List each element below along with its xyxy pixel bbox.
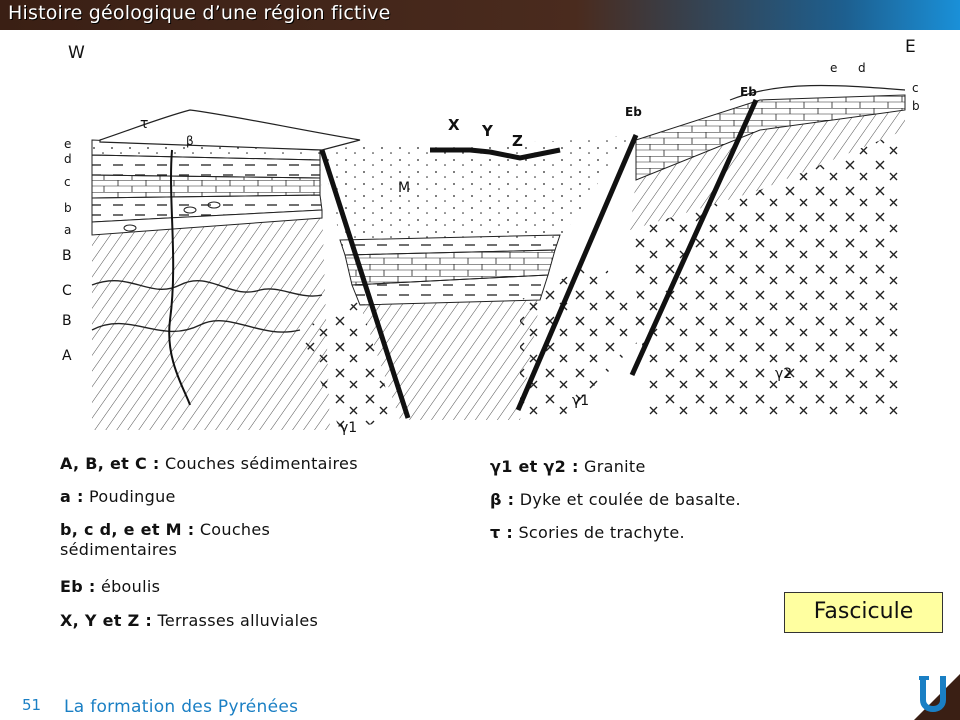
legend-key: X, Y et Z :: [60, 611, 153, 630]
east-label: E: [905, 37, 916, 57]
beta-symbol: β: [186, 134, 194, 148]
legend-item-X-Y-Z: [60, 611, 318, 631]
top-right-d: d: [858, 61, 866, 75]
legend-key: a :: [60, 487, 84, 506]
legend-text: Terrasses alluviales: [152, 611, 319, 630]
left-layer-a: a: [64, 223, 72, 237]
university-logo-icon: [917, 672, 949, 716]
tau-symbol: τ: [140, 116, 149, 132]
legend-item-a: [60, 487, 176, 507]
gamma2-label: γ2: [775, 366, 793, 382]
legend-item-trachyte: [490, 523, 685, 543]
left-layer-b: b: [64, 201, 72, 215]
gamma1-left-label: γ1: [340, 420, 358, 436]
legend-text: Couches sédimentaires: [60, 520, 271, 559]
left-layer-B-lower: B: [62, 313, 72, 329]
eboulis-right-label: Eb: [740, 85, 757, 99]
terrace-x: X: [448, 116, 460, 134]
west-label: W: [68, 43, 85, 63]
legend-key: γ1 et γ2 :: [490, 457, 579, 476]
right-layer-c: c: [912, 81, 919, 95]
legend-item-basalt: [490, 490, 741, 510]
legend-item-b-c-d-e-M: [60, 520, 360, 560]
left-layer-c: c: [64, 175, 71, 189]
legend-text: Poudingue: [83, 487, 176, 506]
top-right-e: e: [830, 61, 838, 75]
left-layer-e: e: [64, 137, 72, 151]
page-title: Histoire géologique d’une région fictive: [8, 2, 391, 24]
legend-text: Scories de trachyte.: [513, 523, 685, 542]
legend-item-Eb: [60, 577, 160, 597]
legend-text: Granite: [578, 457, 646, 476]
page-number: 51: [22, 696, 42, 714]
geological-cross-section: [0, 30, 960, 440]
left-layer-d: d: [64, 152, 72, 166]
legend-text: éboulis: [95, 577, 161, 596]
legend-key: b, c d, e et M :: [60, 520, 195, 539]
right-block: [630, 86, 905, 420]
basalt-flow: [100, 110, 360, 150]
left-layer-C: C: [62, 283, 72, 299]
legend-key: τ :: [490, 523, 514, 542]
fascicule-button[interactable]: Fascicule: [784, 592, 943, 633]
left-layer-B-upper: B: [62, 248, 72, 264]
legend-key: Eb :: [60, 577, 96, 596]
legend-item-A-B-C: [60, 454, 358, 474]
legend-item-granite: [490, 457, 646, 477]
gamma1-center-label: γ1: [572, 393, 590, 409]
terrace-y: Y: [482, 122, 493, 140]
legend-key: β :: [490, 490, 515, 509]
legend-key: A, B, et C :: [60, 454, 160, 473]
legend-text: Dyke et coulée de basalte.: [514, 490, 741, 509]
title-bar: [0, 0, 960, 30]
layer-M-label: M: [398, 180, 411, 196]
right-layer-b: b: [912, 99, 920, 113]
terrace-z: Z: [512, 132, 523, 150]
eboulis-left-label: Eb: [625, 105, 642, 119]
legend-text: Couches sédimentaires: [159, 454, 358, 473]
footer-title[interactable]: La formation des Pyrénées: [64, 697, 299, 717]
left-layer-A: A: [62, 348, 72, 364]
